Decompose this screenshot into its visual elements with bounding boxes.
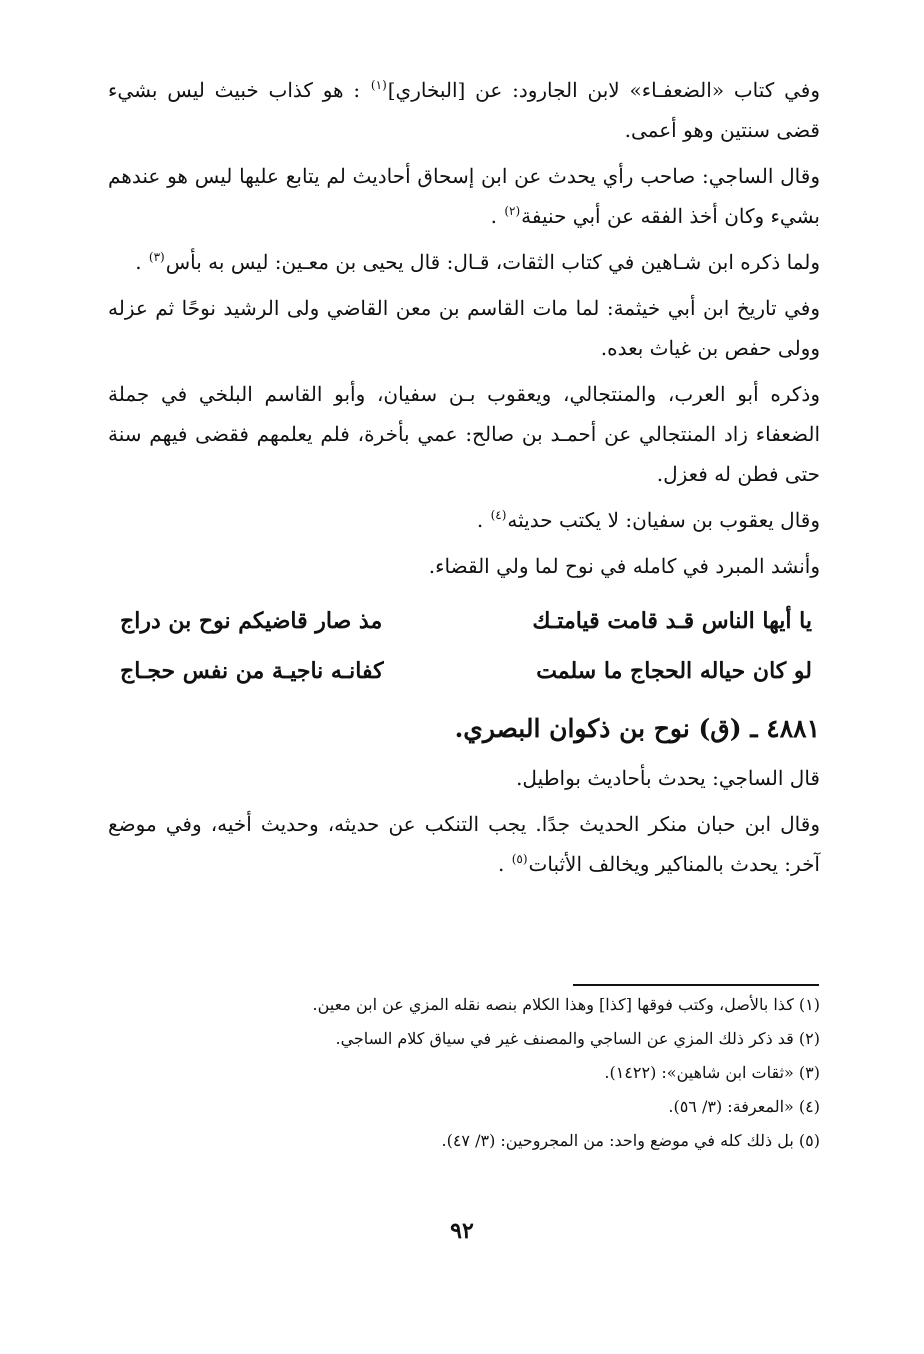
- poem-verse: [108, 596, 820, 646]
- entry-heading: ٤٨٨١ ـ (ق) نوح بن ذكوان البصري.: [454, 714, 820, 743]
- paragraph-text: .: [135, 250, 148, 274]
- footnote-5: (٥) بل ذلك كله في موضع واحد: من المجروحين: (٣/ ٤٧).: [441, 1131, 820, 1150]
- footnote-ref-1[interactable]: (١): [370, 78, 387, 92]
- footnote-3: (٣) «ثقات ابن شاهين»: (١٤٢٢).: [604, 1063, 820, 1082]
- footnote-divider: [573, 984, 819, 986]
- poem-verse: [108, 646, 820, 696]
- paragraph-text: وفي كتاب «الضعفـاء» لابن الجارود: عن [البخاري]: [387, 78, 820, 102]
- paragraph-ibn-abi-khaythama: وفي تاريخ ابن أبي خيثمة: لما مات القاسم بن معن القاضي ولى الرشيد نوحًا ثم عزله وولى حفص بن غياث بعده.: [108, 296, 820, 360]
- paragraph-ibn-hibban: [108, 804, 820, 884]
- paragraph-abu-al-arab: وذكره أبو العرب، والمنتجالي، ويعقوب بـن سفيان، وأبو القاسم البلخي في جملة الضعفاء زاد المنتجالي عن أحمـد بن صالح: عمي بأخرة، فلم يعلمهم فقضى فيهم سنة حتى فطن له فعزل.: [108, 382, 820, 486]
- paragraph-text: .: [476, 508, 490, 532]
- footnote-2: (٢) قد ذكر ذلك المزي عن الساجي والمصنف غير في سياق كلام الساجي.: [335, 1029, 820, 1048]
- paragraph-al-mubarrad: وأنشد المبرد في كامله في نوح لما ولي القضاء.: [428, 554, 820, 578]
- paragraph-text: وقال ابن حبان منكر الحديث جدًا. يجب التنكب عن حديثه، وحديث أخيه، وفي موضع آخر: يحدث بالمناكير ويخالف الأثبات: [108, 812, 820, 876]
- main-text: [108, 70, 820, 890]
- poem: [108, 596, 820, 696]
- footnotes: [108, 988, 820, 1158]
- paragraph-al-saji: [108, 156, 820, 236]
- footnote-ref-4[interactable]: (٤): [490, 508, 507, 522]
- poem-second-hemistich: كفانـه ناجيـة من نفس حجـاج: [120, 658, 384, 684]
- page-number: ٩٢: [450, 1218, 474, 1244]
- paragraph-ibn-al-jarud: [108, 70, 820, 150]
- footnote-ref-5[interactable]: (٥): [511, 852, 528, 866]
- poem-first-hemistich: يا أيها الناس قـد قامت قيامتـك: [532, 608, 812, 634]
- paragraph-ibn-shahin: [108, 242, 820, 282]
- paragraph-text: وقال يعقوب بن سفيان: لا يكتب حديثه: [507, 508, 820, 532]
- paragraph-al-saji-2: قال الساجي: يحدث بأحاديث بواطيل.: [516, 766, 820, 790]
- footnote-4: (٤) «المعرفة: (٣/ ٥٦).: [668, 1097, 820, 1116]
- paragraph-text: .: [490, 204, 504, 228]
- paragraph-text: : هو كذاب خبيث ليس بشيء قضى سنتين وهو أعمى.: [108, 78, 820, 142]
- paragraph-text: .: [497, 852, 511, 876]
- paragraph-text: ولما ذكره ابن شـاهين في كتاب الثقات، قـال: قال يحيى بن معـين: ليس به بأس: [165, 250, 820, 274]
- poem-first-hemistich: لو كان حياله الحجاج ما سلمت: [536, 658, 812, 684]
- paragraph-yaqub: [108, 500, 820, 540]
- footnote-ref-3[interactable]: (٣): [148, 250, 165, 264]
- paragraph-text: وقال الساجي: صاحب رأي يحدث عن ابن إسحاق أحاديث لم يتابع عليها ليس هو عندهم بشيء وكان أخذ الفقه عن أبي حنيفة: [108, 164, 820, 228]
- footnote-1: (١) كذا بالأصل، وكتب فوقها [كذا] وهذا الكلام بنصه نقله المزي عن ابن معين.: [312, 995, 820, 1014]
- poem-second-hemistich: مذ صار قاضيكم نوح بن دراج: [120, 608, 383, 634]
- footnote-ref-2[interactable]: (٢): [504, 204, 521, 218]
